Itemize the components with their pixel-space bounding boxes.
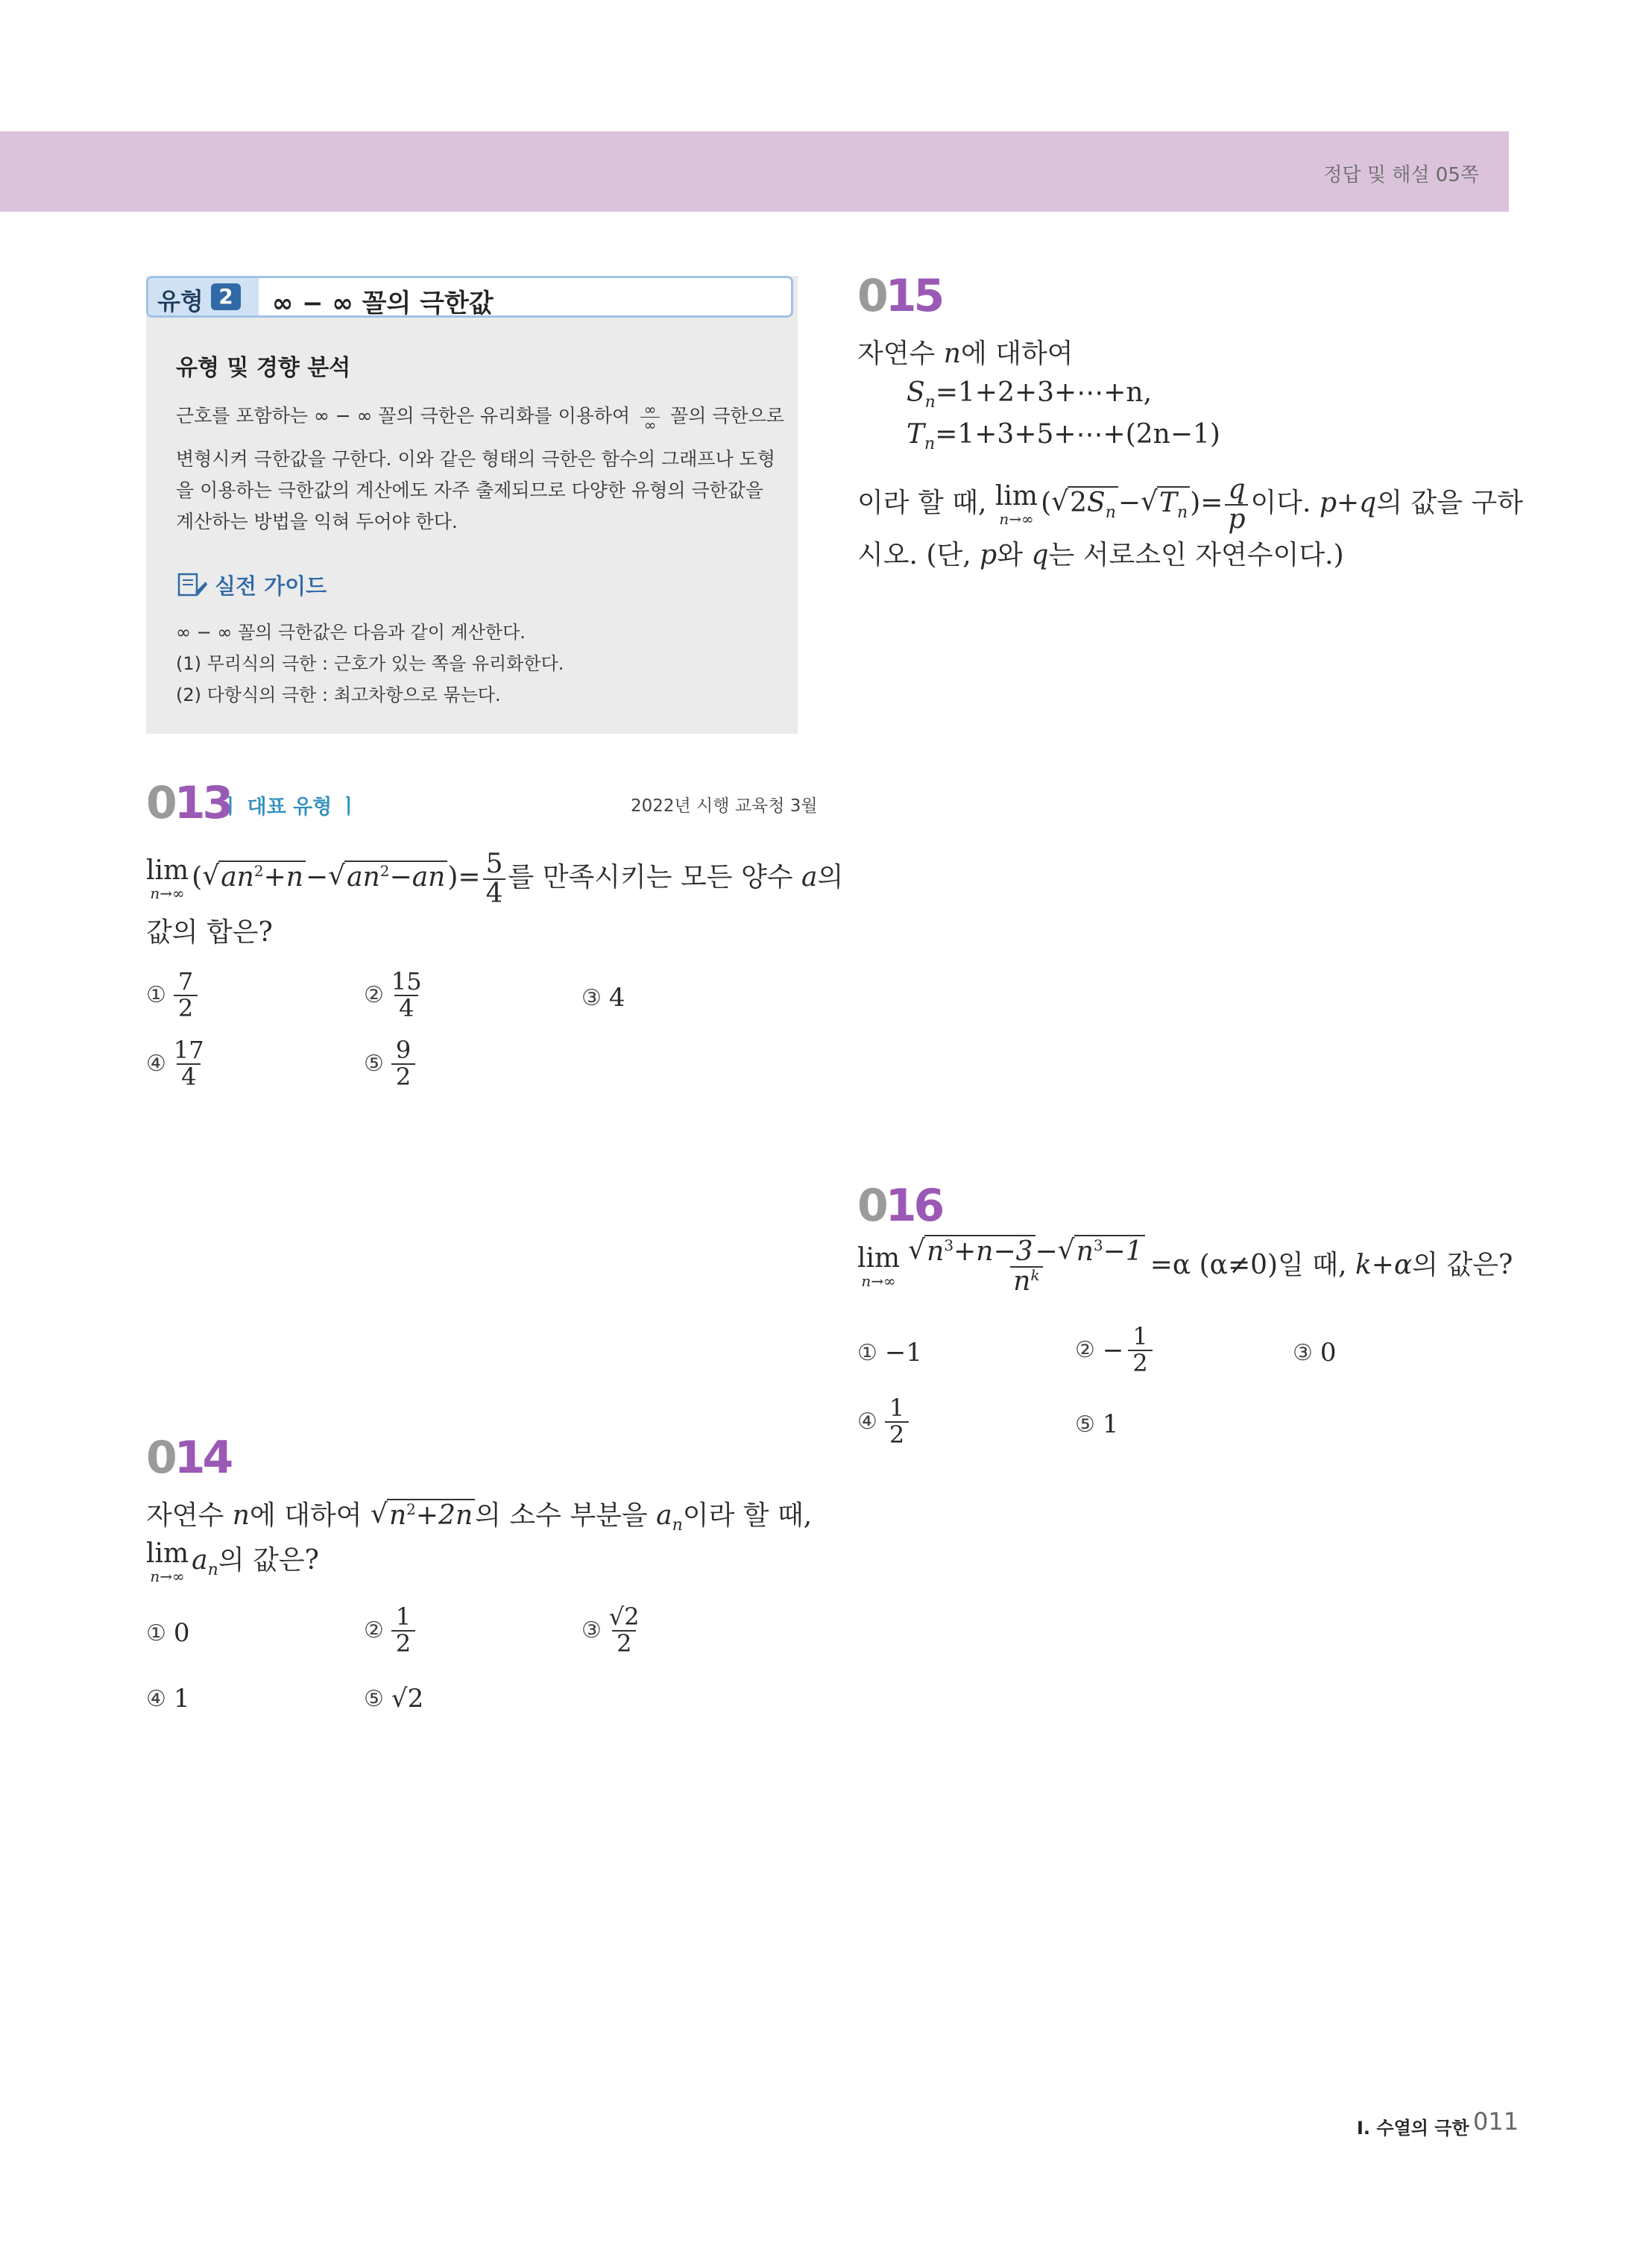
sqrt: √ $an^2+n$ [202, 862, 306, 893]
choice-4[interactable]: ④ 1 [146, 1684, 190, 1714]
problem-source: 2022년 시행 교육청 3월 [631, 796, 818, 816]
analysis-line: 을 이용하는 극한값의 계산에도 자주 출제되므로 다양한 유형의 극한값을 [176, 479, 764, 501]
choice-1[interactable]: ① 7 2 [146, 969, 198, 1021]
sqrt: √ $T_n$ [1141, 488, 1190, 522]
type-box [146, 276, 798, 734]
fraction: $\frac{q}{p}$ [1225, 476, 1248, 534]
analysis-line: 근호를 포함하는 ∞ − ∞ 꼴의 극한은 유리화를 이용하여 $\frac{\infty}{\infty}$ 꼴의 극한으로 [176, 400, 784, 434]
fraction: √ $n^3+n-3-$ √ $n^3-1$ $n^k$ [905, 1238, 1148, 1296]
guide-book-icon [176, 570, 209, 600]
chapter-label: I. 수열의 극한 [1357, 2118, 1469, 2139]
guide-line: (2) 다항식의 극한 : 최고차항으로 묶는다. [176, 685, 501, 705]
problem-015-statement: 자연수 n에 대하여 [857, 339, 1074, 369]
problem-number-014: 014 [146, 1432, 231, 1484]
limit: lim n→∞ [857, 1242, 901, 1290]
problem-013-statement: lim n→∞ ( √ $an^2+n-$ √ $an^2-an)=$ $\frac{5}{4}$ 를 만족시키는 모든 양수 a의 [146, 849, 844, 909]
sqrt: √ $an^2-an$ [328, 862, 447, 893]
analysis-line: 변형시켜 극한값을 구한다. 이와 같은 형태의 극한은 함수의 그래프나 도형 [176, 448, 775, 470]
page-number: 011 [1473, 2107, 1519, 2136]
choice-1[interactable]: ① −1 [857, 1338, 923, 1368]
guide-line: (1) 무리식의 극한 : 근호가 있는 쪽을 유리화한다. [176, 653, 564, 674]
s-definition: $S_n=1+2+3+\cdots+n$, [907, 377, 1153, 412]
choice-2[interactable]: ② 15 4 [364, 967, 422, 1022]
inline-fraction: $\frac{\infty}{\infty}$ [640, 402, 660, 432]
problem-014-statement: 자연수 n에 대하여 √ $n^2+2n$의 소수 부분을 $a_n$이라 할 때, [146, 1499, 813, 1535]
guide-title: 실전 가이드 [215, 573, 327, 599]
choice-3[interactable]: ③ 0 [1293, 1338, 1337, 1368]
header-band [0, 131, 1509, 212]
choice-4[interactable]: ④ 1 2 [857, 1396, 909, 1447]
analysis-line: 계산하는 방법을 익혀 두어야 한다. [176, 511, 458, 532]
answer-reference: 정답 및 해설 05쪽 [1323, 164, 1479, 186]
sqrt: √ $n^2+2n$ [371, 1500, 475, 1531]
type-number: 2 [211, 283, 241, 310]
problem-014-statement-cont: lim n→∞ $a_n$의 값은? [146, 1538, 319, 1585]
analysis-title: 유형 및 경향 분석 [176, 355, 351, 381]
type-title: ∞ − ∞ 꼴의 극한값 [272, 289, 494, 318]
problem-013-statement-cont: 값의 합은? [146, 917, 273, 948]
limit: lim n→∞ [146, 1538, 189, 1585]
choice-3[interactable]: ③ √2 2 [581, 1602, 640, 1658]
representative-tag: ㅣ 대표 유형 ㅣ [221, 796, 359, 819]
problem-015-statement-cont: 이라 할 때, lim n→∞ ( √ $2S_n-$ √ $T_n)=$ $\frac{q}{p}$ 이다. p+q의 값을 구하 [857, 474, 1523, 535]
choice-5[interactable]: ⑤ 9 2 [364, 1038, 415, 1089]
choice-3[interactable]: ③ 4 [581, 983, 625, 1013]
choice-5[interactable]: ⑤ √2 [364, 1684, 424, 1714]
problem-015-statement-end: 시오. (단, p와 q는 서로소인 자연수이다.) [857, 540, 1344, 570]
type-word: 유형 [157, 287, 204, 315]
t-definition: $T_n=1+3+5+\cdots+(2n-1)$ [907, 419, 1220, 454]
problem-number-016: 016 [857, 1180, 942, 1232]
fraction: $\frac{5}{4}$ [483, 850, 506, 908]
choice-2[interactable]: ② − $\frac{1}{2}$ [1075, 1324, 1153, 1376]
problem-number-015: 015 [857, 270, 942, 322]
choice-5[interactable]: ⑤ 1 [1075, 1409, 1119, 1439]
problem-number-013: 013 [146, 777, 231, 829]
limit: lim n→∞ [146, 855, 189, 902]
choice-4[interactable]: ④ 17 4 [146, 1036, 204, 1091]
sqrt: √ $2S_n$ [1051, 488, 1118, 522]
limit: lim n→∞ [994, 480, 1038, 528]
problem-016-statement: lim n→∞ √ $n^3+n-3-$ √ $n^3-1$ $n^k$ =α (α≠0)일 때, k+α의 값은? [857, 1235, 1513, 1297]
type-tag [148, 278, 259, 315]
choice-2[interactable]: ② 1 2 [364, 1605, 415, 1656]
type-header [146, 276, 793, 318]
choice-1[interactable]: ① 0 [146, 1618, 190, 1648]
guide-line: ∞ − ∞ 꼴의 극한값은 다음과 같이 계산한다. [176, 622, 526, 643]
